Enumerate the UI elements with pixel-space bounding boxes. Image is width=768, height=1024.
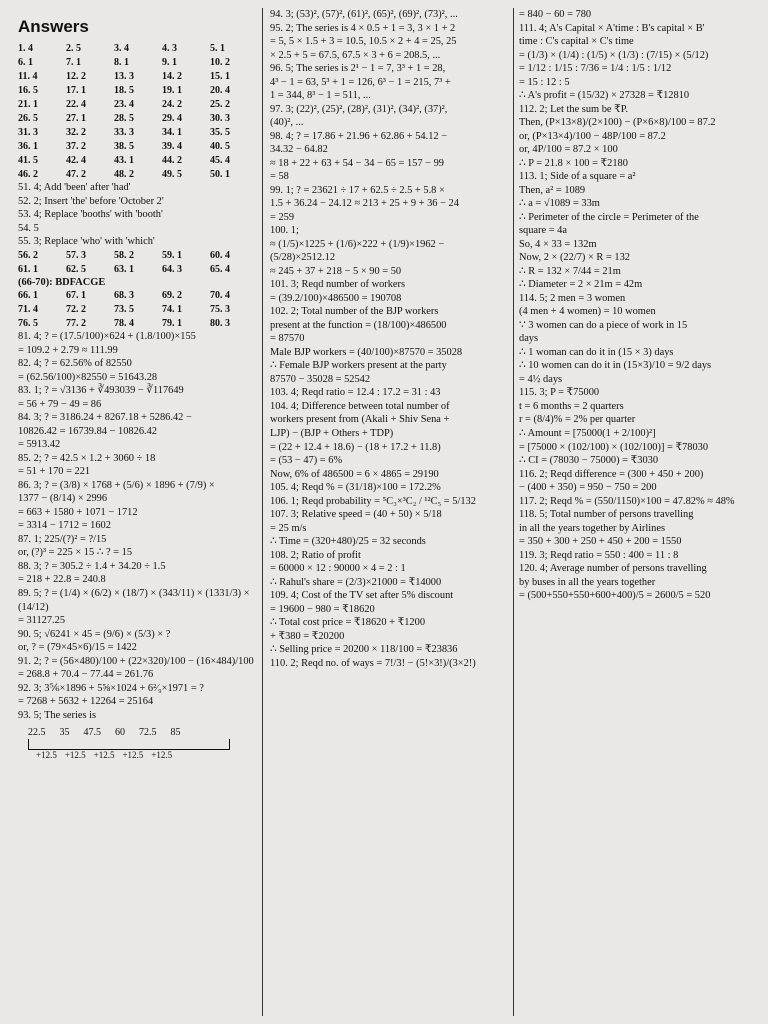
answer-cell: 3. 4 [114,43,129,55]
answer-cell: 34. 1 [162,127,182,139]
solution-line: or, (?)³ = 225 × 15 ∴ ? = 15 [18,547,133,559]
column-2 [270,8,510,670]
answer-cell: 23. 4 [114,99,134,111]
solution-line: (40)², ... [270,117,304,129]
answer-cell: 29. 4 [162,113,182,125]
solution-line: 90. 5; √6241 × 45 = (9/6) × (5/3) × ? [18,628,171,640]
solution-line: = 25 m/s [270,522,307,534]
solution-line: 83. 1; ? = √3136 + ∛493039 − ∛117649 [18,385,184,397]
answer-cell: 49. 5 [162,169,182,181]
solution-line: = 840 − 60 = 780 [519,9,592,20]
answer-cell: 11. 4 [18,71,38,83]
solution-line: So, 4 × 33 = 132m [519,238,597,250]
solution-line: ∴ a = √1089 = 33m [519,198,600,210]
solution-line: ∴ CI = (78030 − 75000) = ₹3030 [519,455,659,467]
answer-cell: 70. 4 [210,290,230,302]
solution-line: = 3314 − 1712 = 1602 [18,520,111,532]
solution-line: 85. 2; ? = 42.5 × 1.2 + 3060 ÷ 18 [18,452,156,464]
solution-line: t = 6 months = 2 quarters [519,400,624,412]
solution-line: = 1/12 : 1/15 : 7/36 = 1/4 : 1/5 : 1/12 [519,63,672,75]
answer-cell: 8. 1 [114,57,129,69]
solution-line: 115. 3; P = ₹75000 [519,387,600,399]
solution-line: 82. 4; ? = 62.56% of 82550 [18,358,132,370]
answer-cell: 57. 3 [66,249,86,261]
answer-cell: 25. 2 [210,99,230,111]
answer-cell: 78. 4 [114,318,134,330]
answer-cell: 74. 1 [162,304,182,316]
solution-line: ∴ Perimeter of the circle = Perimeter of the [519,211,699,223]
solution-line: = (1/3) × (1/4) : (1/5) × (1/3) : (7/15) × (5/12) [519,49,709,61]
answer-cell: 26. 5 [18,113,38,125]
solution-line: workers present from (Akali + Shiv Sena + [270,414,450,426]
solution-line: time : C's capital × C's time [519,36,634,48]
answer-cell: 21. 1 [18,99,38,111]
solution-line: 105. 4; Reqd % = (31/18)×100 = 172.2% [270,482,441,494]
solution-line: or, 4P/100 = 87.2 × 100 [519,144,618,156]
solution-line: ∴ Selling price = 20200 × 118/100 = ₹23836 [270,644,458,656]
answer-cell: 77. 2 [66,318,86,330]
solution-line: ∴ P = 21.8 × 100 = ₹2180 [519,157,628,169]
solution-line: present at the function = (18/100)×486500 [270,319,447,331]
answer-cell: 69. 2 [162,290,182,302]
answer-cell: 31. 3 [18,127,38,139]
answer-cell: 63. 1 [114,263,134,275]
solution-line: 97. 3; (22)², (25)², (28)², (31)², (34)², (37)², [270,103,448,115]
answer-grid [18,42,258,181]
solution-line: ∴ Diameter = 2 × 21m = 42m [519,279,643,291]
solution-line: 110. 2; Reqd no. of ways = 7!/3! − (5!×3!)/(3×2!) [270,657,476,669]
series-term: 47.5 [83,727,101,739]
solution-line: ∴ Time = (320+480)/25 = 32 seconds [270,536,426,548]
solution-line: Now, 6% of 486500 = 6 × 4865 = 29190 [270,468,439,480]
answer-cell: 9. 1 [162,57,177,69]
answer-grid [18,289,258,330]
answer-list [18,181,258,249]
answer-line: 54. 5 [18,222,39,234]
answer-cell: 66. 1 [18,290,38,302]
solution-line: = (500+550+550+600+400)/5 = 2600/5 = 520 [519,590,711,602]
solution-line: 96. 5; The series is 2¹ − 1 = 7, 3³ + 1 = 28, [270,63,446,75]
solution-line: ∴ Rahul's share = (2/3)×21000 = ₹14000 [270,576,442,588]
column-1 [18,8,258,762]
solution-line: ∵ 3 women can do a piece of work in 15 [519,319,688,331]
answer-cell: 64. 3 [162,263,182,275]
solution-line: = 19600 − 980 = ₹18620 [270,603,375,615]
solution-line: ∴ 1 woman can do it in (15 × 3) days [519,346,674,358]
solution-line: Now, 2 × (22/7) × R = 132 [519,252,630,264]
solution-line: 95. 2; The series is 4 × 0.5 + 1 = 3, 3 × 1 + 2 [270,22,456,34]
answer-cell: 65. 4 [210,263,230,275]
answer-cell: 7. 1 [66,57,81,69]
answer-cell: 59. 1 [162,249,182,261]
answer-list [18,276,258,290]
series-difference: +12.5 [64,750,86,761]
solution-line: r = (8/4)% = 2% per quarter [519,414,636,426]
solution-line: 86. 3; ? = (3/8) × 1768 + (5/6) × 1896 + (7/9) × [18,479,215,491]
answer-cell: 28. 5 [114,113,134,125]
solution-line: 4³ − 1 = 63, 5³ + 1 = 126, 6³ − 1 = 215, 7³ + [270,76,451,88]
solution-line: 94. 3; (53)², (57)², (61)², (65)², (69)², (73)², ... [270,9,458,20]
solution-line: or, ? = (79×45×6)/15 = 1422 [18,642,137,654]
solution-line: = 350 + 300 + 250 + 450 + 200 = 1550 [519,536,682,548]
answer-cell: 20. 4 [210,85,230,97]
solution-line: 1377 − (8/14) × 2996 [18,493,108,505]
solution-line: = 259 [270,211,295,223]
solution-line: in all the years together by Airlines [519,522,666,534]
column-3 [519,8,763,603]
solution-line: ∴ A's profit = (15/32) × 27328 = ₹12810 [519,90,690,102]
answer-cell: 62. 5 [66,263,86,275]
solution-line: 108. 2; Ratio of profit [270,549,361,561]
answer-line: 51. 4; Add 'been' after 'had' [18,182,131,194]
solution-line: 84. 3; ? = 3186.24 + 8267.18 + 5286.42 − [18,412,192,424]
answer-cell: 15. 1 [210,71,230,83]
solution-line: = (39.2/100)×486500 = 190708 [270,292,402,304]
answer-cell: 41. 5 [18,155,38,167]
solution-line: 114. 5; 2 men = 3 women [519,292,626,304]
solution-line: 81. 4; ? = (17.5/100)×624 + (1.8/100)×155 [18,331,196,343]
solution-line: 100. 1; [270,225,299,237]
answer-cell: 40. 5 [210,141,230,153]
solution-line: 92. 3; 3⅚×1896 + 5⅝×1024 + 6²⁄₉×1971 = ? [18,682,204,694]
solution-line: 99. 1; ? = 23621 ÷ 17 + 62.5 ÷ 2.5 + 5.8 × [270,184,445,196]
solution-line: = (22 + 12.4 + 18.6) − (18 + 17.2 + 11.8) [270,441,441,453]
answer-cell: 30. 3 [210,113,230,125]
answer-cell: 44. 2 [162,155,182,167]
solution-line: = 15 : 12 : 5 [519,76,570,88]
answer-cell: 32. 2 [66,127,86,139]
series-term: 22.5 [28,727,46,739]
answer-cell: 79. 1 [162,318,182,330]
solution-line: = 109.2 + 2.79 ≈ 111.99 [18,344,118,356]
solution-line: ∴ Amount = [75000(1 + 2/100)²] [519,427,656,439]
solution-line: 1 = 344, 8³ − 1 = 511, ... [270,90,371,102]
column-divider [513,8,514,1016]
answer-cell: 18. 5 [114,85,134,97]
solution-line: or, (P×13×4)/100 − 48P/100 = 87.2 [519,130,666,142]
solution-line: 34.32 − 64.82 [270,144,328,156]
solution-line: 101. 3; Reqd number of workers [270,279,406,291]
solution-line: 109. 4; Cost of the TV set after 5% discount [270,590,454,602]
answer-cell: 60. 4 [210,249,230,261]
answer-cell: 2. 5 [66,43,81,55]
solution-line: + ₹380 = ₹20200 [270,630,345,642]
answer-cell: 73. 5 [114,304,134,316]
answer-cell: 14. 2 [162,71,182,83]
solution-list [18,330,258,722]
solution-line: = 58 [270,171,289,183]
answer-line: 53. 4; Replace 'booths' with 'booth' [18,209,163,221]
series-term: 72.5 [139,727,157,739]
solution-line: = 268.8 + 70.4 − 77.44 = 261.76 [18,669,154,681]
answer-cell: 47. 2 [66,169,86,181]
series-bracket [28,739,230,750]
answer-grid [18,249,258,276]
solution-line: = 51 + 170 = 221 [18,466,91,478]
solution-line: ∴ R = 132 × 7/44 = 21m [519,265,621,277]
solution-line: 103. 4; Reqd ratio = 12.4 : 17.2 = 31 : 43 [270,387,441,399]
solution-line: = 5, 5 × 1.5 + 3 = 10.5, 10.5 × 2 + 4 = 25, 25 [270,36,457,48]
answer-cell: 67. 1 [66,290,86,302]
answer-cell: 76. 5 [18,318,38,330]
solution-line: ∴ Total cost price = ₹18620 + ₹1200 [270,617,426,629]
solution-line: = 218 + 22.8 = 240.8 [18,574,106,586]
solution-line: 1.5 + 36.24 − 24.12 ≈ 213 + 25 + 9 + 36 − 24 [270,198,459,210]
answer-cell: 13. 3 [114,71,134,83]
solution-line: 88. 3; ? = 305.2 ÷ 1.4 + 34.20 ÷ 1.5 [18,560,166,572]
answer-cell: 56. 2 [18,249,38,261]
section-label: (66-70): BDFACGE [18,276,106,288]
solution-line: = (53 − 47) = 6% [270,455,343,467]
solution-line: 104. 4; Difference between total number of [270,400,450,412]
answer-cell: 33. 3 [114,127,134,139]
column-divider [262,8,263,1016]
solution-line: × 2.5 + 5 = 67.5, 67.5 × 3 + 6 = 208.5, ... [270,49,441,61]
solution-line: 87. 1; 225/(?)² = ?/15 [18,533,107,545]
solution-line: 120. 4; Average number of persons travelling [519,563,707,575]
solution-line: Then, a² = 1089 [519,184,586,196]
page-title: Answers [18,17,89,36]
answer-cell: 37. 2 [66,141,86,153]
solution-line: 112. 2; Let the sum be ₹P. [519,103,628,115]
solution-line: = 663 + 1580 + 1071 − 1712 [18,506,138,518]
answer-cell: 24. 2 [162,99,182,111]
answer-cell: 72. 2 [66,304,86,316]
solution-line: square = 4a [519,225,567,237]
answer-cell: 46. 2 [18,169,38,181]
answer-cell: 50. 1 [210,169,230,181]
answer-cell: 17. 1 [66,85,86,97]
answer-cell: 10. 2 [210,57,230,69]
solution-line: = 4½ days [519,373,563,385]
answer-cell: 5. 1 [210,43,225,55]
solution-line: 87570 − 35028 = 52542 [270,373,371,385]
solution-line: ≈ 245 + 37 + 218 − 5 × 90 = 50 [270,265,402,277]
solution-line: = 7268 + 5632 + 12264 = 25164 [18,696,154,708]
solution-line: ≈ 18 + 22 + 63 + 54 − 34 − 65 = 157 − 99 [270,157,445,169]
answer-cell: 68. 3 [114,290,134,302]
answer-cell: 38. 5 [114,141,134,153]
series-term: 60 [115,727,125,739]
solution-line: = (62.56/100)×82550 = 51643.28 [18,371,158,383]
solution-line: 91. 2; ? = (56×480)/100 + (22×320)/100 − (16×484)/100 [18,655,254,667]
solution-line: 116. 2; Reqd difference = (300 + 450 + 200) [519,468,704,480]
answer-cell: 75. 3 [210,304,230,316]
answer-cell: 19. 1 [162,85,182,97]
series-difference: +12.5 [151,750,173,761]
solution-line: = 5913.42 [18,439,61,451]
series-difference: +12.5 [122,750,144,761]
answer-line: 52. 2; Insert 'the' before 'October 2' [18,195,164,207]
answer-cell: 22. 4 [66,99,86,111]
solution-line: 118. 5; Total number of persons travelling [519,509,694,521]
series-term: 35 [59,727,70,739]
answer-cell: 1. 4 [18,43,33,55]
answer-cell: 61. 1 [18,263,38,275]
answer-cell: 39. 4 [162,141,182,153]
answer-cell: 35. 5 [210,127,230,139]
solution-line: 119. 3; Reqd ratio = 550 : 400 = 11 : 8 [519,549,679,561]
solution-line: 10826.42 = 16739.84 − 10826.42 [18,425,158,437]
solution-line: 113. 1; Side of a square = a² [519,171,636,183]
solution-line: = 60000 × 12 : 90000 × 4 = 2 : 1 [270,563,406,575]
series-diagram [18,726,258,762]
answer-cell: 4. 3 [162,43,177,55]
solution-line: days [519,333,539,345]
solution-line: (4 men + 4 women) = 10 women [519,306,656,318]
answer-cell: 58. 2 [114,249,134,261]
solution-line: = 56 + 79 − 49 = 86 [18,398,102,410]
answer-cell: 43. 1 [114,155,134,167]
solution-line: 102. 2; Total number of the BJP workers [270,306,439,318]
solution-line: Then, (P×13×8)/(2×100) − (P×6×8)/100 = 87.2 [519,117,716,129]
answer-cell: 48. 2 [114,169,134,181]
answer-cell: 80. 3 [210,318,230,330]
series-difference: +12.5 [93,750,115,761]
solution-line: = [75000 × (102/100) × (102/100)] = ₹78030 [519,441,709,453]
solution-line: 107. 3; Relative speed = (40 + 50) × 5/18 [270,509,442,521]
solution-line: by buses in all the years together [519,576,656,588]
solution-line: Male BJP workers = (40/100)×87570 = 35028 [270,346,463,358]
solution-line: ∴ 10 women can do it in (15×3)/10 = 9/2 days [519,360,712,372]
solution-line: 117. 2; Reqd % = (550/1150)×100 = 47.82% ≈ 48% [519,495,735,507]
answer-cell: 27. 1 [66,113,86,125]
answer-cell: 71. 4 [18,304,38,316]
solution-line: 89. 5; ? = (1/4) × (6/2) × (18/7) × (343/11) × (1331/3) × (14/12) [18,587,250,613]
series-term: 85 [170,727,181,739]
solution-line: 93. 5; The series is [18,709,97,721]
answer-cell: 45. 4 [210,155,230,167]
answer-cell: 6. 1 [18,57,33,69]
answer-cell: 36. 1 [18,141,38,153]
solution-line: = 87570 [270,333,305,345]
solution-line: = 31127.25 [18,615,66,627]
solution-line: 106. 1; Reqd probability = ⁵C₃×³C₂ / ¹²C₅ = 5/132 [270,495,476,507]
solution-line: ≈ (1/5)×1225 + (1/6)×222 + (1/9)×1962 − (5/28)×2512.12 [270,238,445,264]
series-difference: +12.5 [36,750,57,761]
solution-line: LJP) − (BJP + Others + TDP) [270,427,394,439]
answer-cell: 42. 4 [66,155,86,167]
solution-line: 98. 4; ? = 17.86 + 21.96 + 62.86 + 54.12 − [270,130,448,142]
answer-line: 55. 3; Replace 'who' with 'which' [18,236,155,248]
solution-line: 111. 4; A's Capital × A'time : B's capital × B' [519,22,705,34]
answer-cell: 16. 5 [18,85,38,97]
solution-line: ∴ Female BJP workers present at the party [270,360,447,372]
answer-cell: 12. 2 [66,71,86,83]
solution-line: − (400 + 350) = 950 − 750 = 200 [519,482,657,494]
